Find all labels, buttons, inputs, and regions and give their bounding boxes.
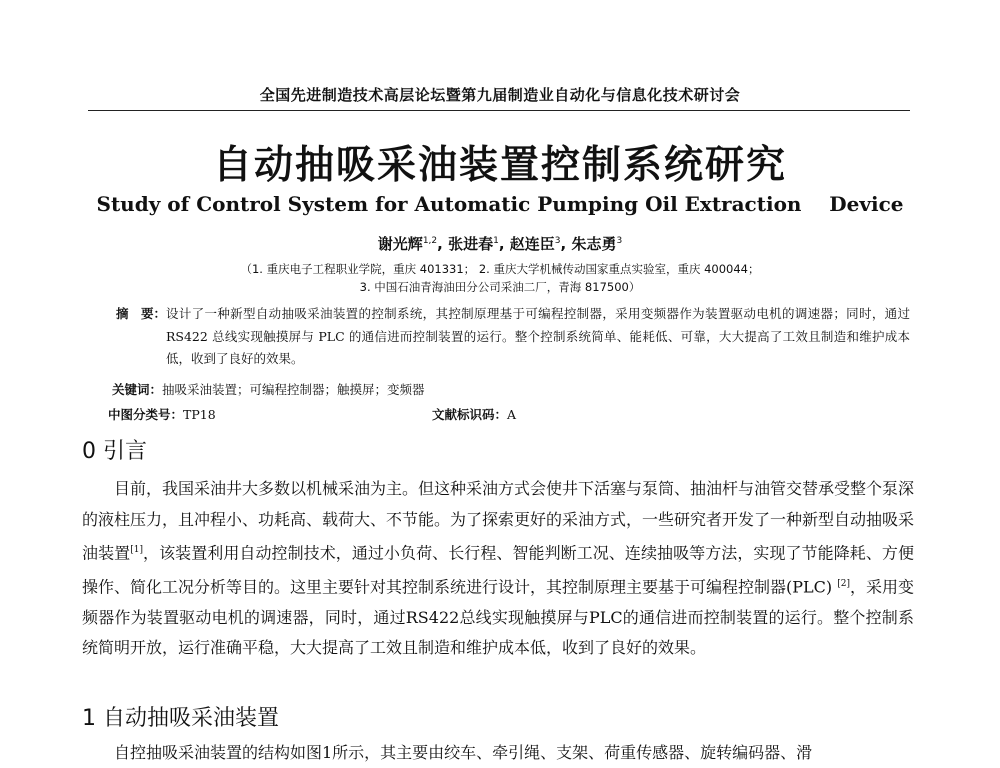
conference-header: 全国先进制造技术高层论坛暨第九届制造业自动化与信息化技术研讨会: [259, 86, 741, 104]
author-affiliation-mark: 3: [554, 236, 561, 246]
device-paragraph: 自控抽吸采油装置的结构如图1所示，其主要由绞车、牵引绳、支架、荷重传感器、旋转编码器、滑: [114, 743, 813, 762]
classification-value: TP18: [183, 407, 216, 422]
author-affiliation-mark: 1: [493, 236, 499, 246]
author-separator: ,: [498, 235, 505, 253]
citation-ref-2: [2]: [837, 578, 850, 589]
keywords-label: 关键词：: [112, 382, 163, 397]
author-affiliation-mark: 3: [616, 236, 623, 246]
abstract-label: 摘 要：: [116, 306, 167, 321]
paragraph-text: ，采用变频器作为装置驱动电机的调速器，同时，通过RS422总线实现触摸屏与PLC的通信进而控制装置的运行。整个控制系统简明开放，运行准确平稳，大大提高了工效且制造和维护成本低，收到了良好的效果。: [82, 577, 914, 658]
affiliation-line-2: 3. 中国石油青海油田分公司采油二厂，青海 817500）: [359, 280, 641, 294]
classification-number: [108, 405, 216, 423]
title-chinese: 自动抽吸采油装置控制系统研究: [212, 142, 787, 188]
document-code: [432, 405, 516, 423]
author-name: 张进春: [448, 235, 494, 253]
keywords-line: [112, 380, 425, 398]
author-affiliation-mark: 1,2: [422, 236, 438, 246]
author-separator: ,: [437, 235, 443, 253]
affiliation-line-1: （1. 重庆电子工程职业学院，重庆 401331； 2. 重庆大学机械传动国家重点实验室，重庆 400044；: [240, 262, 760, 276]
section-heading-device: 1 自动抽吸采油装置: [82, 706, 279, 731]
section-heading-introduction: 0 引言: [82, 439, 147, 464]
title-english: Study of Control System for Automatic Pumping Oil Extraction Device: [96, 192, 904, 216]
header-rule: [88, 110, 910, 111]
paragraph-text: ，该装置利用自动控制技术，通过小负荷、长行程、智能判断工况、连续抽吸等方法，实现了节能降耗、方便操作、简化工况分析等目的。这里主要针对其控制系统进行设计，其控制原理主要基于可编程控制器(PLC): [82, 543, 914, 597]
abstract-text: 设计了一种新型自动抽吸采油装置的控制系统，其控制原理基于可编程控制器，采用变频器作为装置驱动电机的调速器；同时，通过 RS422 总线实现触摸屏与 PLC 的通信进而控制装置的运行。整个控制系统简单、能耗低、可靠，大大提高了工效且制造和维护成本低，收到了良好的效果。: [166, 306, 910, 366]
paragraph-text: 目前，我国采油井大多数以机械采油为主。但这种采油方式会使井下活塞与泵筒、抽油杆与油管交替承受整个泵深的液柱压力，且冲程小、功耗高、载荷大、不节能。为了探索更好的采油方式，一些研究者开发了一种新型自动抽吸采油装置: [82, 479, 915, 563]
author-separator: ,: [560, 235, 567, 253]
citation-ref-1: [1]: [130, 545, 143, 555]
author-name: 谢光辉: [377, 235, 423, 253]
keywords-text: 抽吸采油装置；可编程控制器；触摸屏；变频器: [162, 382, 425, 397]
introduction-body: [82, 474, 914, 664]
author-name: 朱志勇: [571, 235, 617, 253]
document-code-value: A: [507, 407, 517, 422]
introduction-paragraph: [82, 474, 914, 664]
author-name: 赵连臣: [509, 235, 555, 253]
authors-line: [0, 233, 1000, 254]
classification-label: 中图分类号：: [108, 407, 184, 422]
document-code-label: 文献标识码：: [432, 407, 508, 422]
